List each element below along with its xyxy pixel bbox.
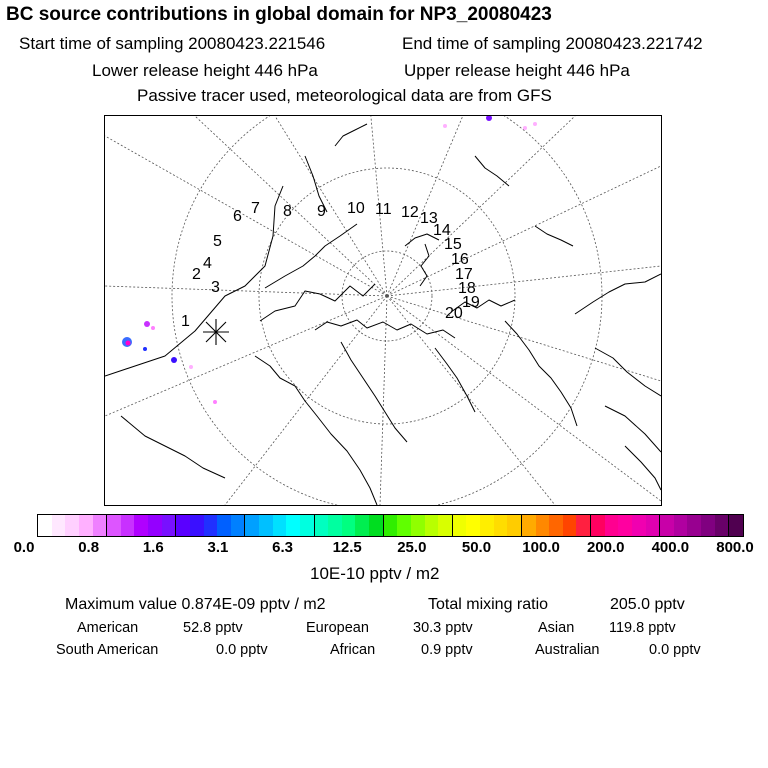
color-swatch [273,515,287,536]
trajectory-label-9: 9 [317,203,326,220]
color-scale-unit: 10E-10 pptv / m2 [310,564,440,583]
australian-value: 0.0 pptv [649,642,701,658]
trajectory-label-14: 14 [433,222,451,239]
color-swatch [93,515,108,536]
color-scale-label: 50.0 [461,539,492,556]
color-scale-label: 12.5 [332,539,362,556]
trajectory-labels [181,200,480,330]
release-point-marker [203,319,229,345]
color-swatch [411,515,425,536]
color-swatch [134,515,148,536]
color-swatch [217,515,231,536]
color-swatch [369,515,384,536]
concentration-spots [122,116,537,404]
color-swatch [176,515,190,536]
color-swatch [38,515,52,536]
start-time-label: Start time of sampling 20080423.221546 [19,34,326,53]
color-swatch [79,515,93,536]
color-swatch [729,515,743,536]
color-swatch [522,515,536,536]
color-swatch [591,515,605,536]
color-scale-label: 0.8 [78,539,100,556]
color-swatch [204,515,218,536]
color-swatch [259,515,273,536]
total-mixing-value: 205.0 pptv [610,596,685,613]
asian-value: 119.8 pptv [609,620,676,636]
color-scale-label: 100.0 [522,539,560,556]
american-value: 52.8 pptv [183,620,243,636]
color-scale-label: 6.3 [272,539,293,556]
total-mixing-label: Total mixing ratio [428,596,549,613]
australian-label: Australian [535,642,600,658]
color-swatch [342,515,356,536]
color-swatch [300,515,315,536]
color-swatch [231,515,246,536]
lower-release-label: Lower release height 446 hPa [92,61,318,80]
trajectory-label-15: 15 [444,236,462,253]
color-scale-label: 3.1 [207,539,229,556]
color-swatch [660,515,674,536]
map-title: BC source contributions in global domain for NP3_20080423 [6,4,552,25]
color-swatch [190,515,204,536]
american-label: American [77,620,139,636]
trajectory-label-12: 12 [401,204,419,221]
trajectory-label-8: 8 [283,203,292,220]
trajectory-label-11: 11 [375,201,392,218]
color-swatch [701,515,715,536]
trajectory-label-2: 2 [192,266,201,283]
graticule [105,116,661,505]
tracer-note: Passive tracer used, meteorological data are from GFS [137,86,552,105]
color-swatch [674,515,688,536]
color-swatch [453,515,467,536]
color-swatch [425,515,439,536]
color-swatch [494,515,508,536]
trajectory-label-7: 7 [251,200,260,217]
color-scale-label: 0.0 [13,539,35,556]
trajectory-label-16: 16 [451,251,469,268]
color-swatch [715,515,730,536]
color-swatch [549,515,563,536]
south-american-value: 0.0 pptv [216,642,268,658]
color-swatch [107,515,121,536]
color-scale-bar [37,514,744,537]
color-scale-label: 400.0 [651,539,690,556]
color-scale-label: 800.0 [716,539,754,556]
max-value-label: Maximum value 0.874E-09 pptv / m2 [65,596,326,613]
trajectory-label-6: 6 [233,208,242,225]
color-swatch [65,515,79,536]
color-swatch [687,515,701,536]
asian-label: Asian [538,620,575,636]
trajectory-label-4: 4 [203,255,212,272]
trajectory-label-5: 5 [213,233,222,250]
trajectory-label-3: 3 [211,279,220,296]
color-swatch [328,515,342,536]
color-swatch [536,515,550,536]
upper-release-label: Upper release height 446 hPa [404,61,630,80]
color-swatch [576,515,591,536]
color-scale-label: 200.0 [586,539,625,556]
color-swatch [355,515,369,536]
color-swatch [315,515,329,536]
color-swatch [480,515,494,536]
european-label: European [306,620,369,636]
map-canvas [105,116,661,505]
color-swatch [605,515,619,536]
color-swatch [245,515,259,536]
trajectory-label-18: 18 [458,280,476,297]
color-swatch [52,515,66,536]
trajectory-label-19: 19 [462,294,480,311]
color-swatch [632,515,646,536]
south-american-label: South American [56,642,159,658]
color-swatch [148,515,162,536]
color-swatch [646,515,661,536]
color-swatch [438,515,453,536]
color-scale-label: 25.0 [397,539,427,556]
trajectory-label-17: 17 [455,266,473,283]
trajectory-label-20: 20 [445,305,463,322]
african-value: 0.9 pptv [421,642,473,658]
color-swatch [397,515,411,536]
trajectory-label-10: 10 [347,200,365,217]
color-swatch [384,515,398,536]
color-swatch [618,515,632,536]
trajectory-label-1: 1 [181,313,190,330]
end-time-label: End time of sampling 20080423.221742 [402,34,703,53]
color-scale-label: 1.6 [142,539,164,556]
color-swatch [563,515,577,536]
polar-map [104,115,662,506]
color-swatch [121,515,135,536]
color-swatch [466,515,480,536]
color-swatch [507,515,522,536]
european-value: 30.3 pptv [413,620,473,636]
african-label: African [330,642,376,658]
trajectory-label-13: 13 [420,210,438,227]
color-swatch [286,515,300,536]
color-swatch [162,515,177,536]
